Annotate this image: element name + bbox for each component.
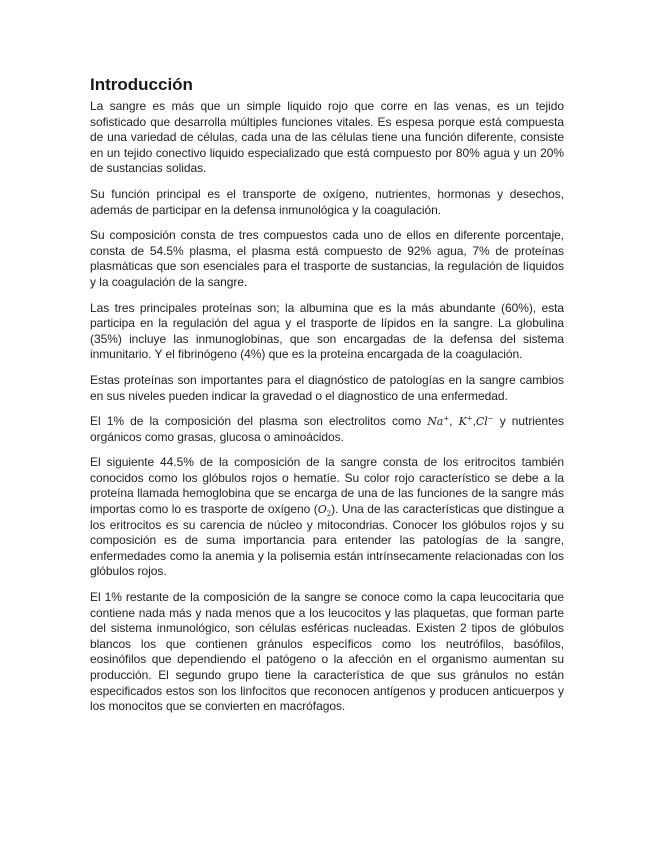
paragraph-electrolytes: El 1% de la composición del plasma son electrolitos como Na+, K+,Cl− y nutrientes orgánicos como grasas, glucosa o aminoácidos. (90, 414, 564, 444)
page-title: Introducción (90, 75, 193, 94)
text-segment: ). Una de las características que distingue a los eritrocitos es su carencia de núcleo y mitocondrias. Conocer los glóbulos rojos y su composición es de suma importancia para entender las patologías de la sangre, enfermedades como la anemia y la polisemia están intrínsecamente relacionadas con los glóbulos rojos. (90, 502, 564, 579)
paragraph-function: Su función principal es el transporte de oxígeno, nutrientes, hormonas y desechos, además de participar en la defensa inmunológica y la coagulación. (90, 186, 564, 217)
paragraph-leukocytes: El 1% restante de la composición de la sangre se conoce como la capa leucocitaria que contiene nada más y nada menos que a los leucocitos y las plaquetas, que forman parte del sistema inmunológico, son células esféricas nucleadas. Existen 2 tipos de glóbulos blancos los que contienen gránulos específicos como los neutrófilos, basófilos, eosinófilos que dependiendo el patógeno o la afección en el organismo aumentan su producción. El segundo grupo tiene la característica de que sus gránulos no están especificados estos son los linfocitos que reconocen antígenos y producen anticuerpos y los monocitos que se convierten en macrófagos. (90, 590, 564, 714)
oxygen-formula: $O_2$ (317, 503, 332, 519)
paragraph-intro: La sangre es más que un simple liquido rojo que corre en las venas, es un tejido sofisticado que desarrolla múltiples funciones vitales. Es espesa porque está compuesta de una variedad de células, cada una de las células tiene una función diferente, consiste en un tejido conectivo liquido especializado que está compuesto por 80% agua y un 20% de sustancias solidas. (90, 99, 564, 176)
paragraph-proteins: Las tres principales proteínas son; la albumina que es la más abundante (60%), esta participa en la regulación del agua y el trasporte de lípidos en la sangre. La globulina (35%) incluye las inmunoglobinas, que son encargadas de la defensa del sistema inmunitario. Y el fibrinógeno (4%) que es la proteína encargada de la coagulación. (90, 300, 564, 362)
chloride-formula: Cl− (475, 414, 494, 429)
text-segment: El siguiente 44.5% de la composición de la sangre consta de los eritrocitos también conocidos como los glóbulos rojos o hematíe. Su color rojo característico se debe a la proteína llamada hemoglobina que se encarga de una de las funciones de la sangre más importas como lo es trasporte de oxígeno ( (90, 455, 564, 517)
text-segment: El 1% de la composición del plasma son electrolitos como (90, 414, 428, 429)
paragraph-diagnosis: Estas proteínas son importantes para el diagnóstico de patologías en la sangre cambios en sus niveles pueden indicar la gravedad o el diagnostico de una enfermedad. (90, 372, 564, 403)
paragraph-composition: Su composición consta de tres compuestos cada uno de ellos en diferente porcentaje, consta de 54.5% plasma, el plasma está compuesto de 92% agua, 7% de proteínas plasmáticas que son esenciales para el trasporte de sustancias, la regulación de líquidos y la coagulación de la sangre. (90, 228, 564, 289)
potassium-formula: K+ (458, 414, 473, 429)
sodium-formula: Na+ (427, 414, 450, 429)
paragraph-erythrocytes (90, 455, 564, 580)
text-segment: y nutrientes orgánicos como grasas, glucosa o aminoácidos. (90, 414, 564, 444)
document-body (90, 74, 564, 725)
